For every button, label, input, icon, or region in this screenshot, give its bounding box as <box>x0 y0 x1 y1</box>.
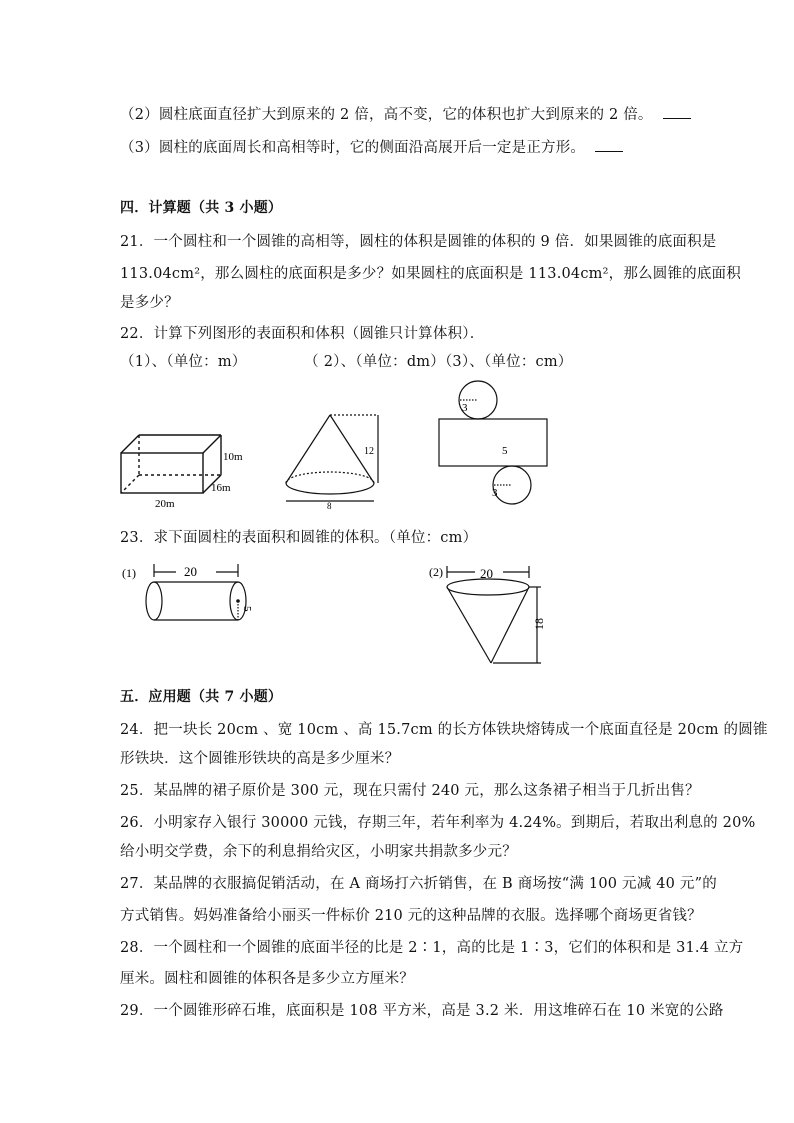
cone-diameter-label: 8 <box>327 501 332 510</box>
q28-line-1: 28．一个圆柱和一个圆锥的底面半径的比是 2∶1，高的比是 1∶3，它们的体积和是 31.4 立方 <box>120 940 744 956</box>
q29: 29．一个圆锥形碎石堆，底面积是 108 平方米，高是 3.2 米．用这堆碎石在 10 米宽的公路 <box>120 1003 724 1019</box>
cylinder-tag: (1) <box>122 566 136 580</box>
net-bottom-radius: 3 <box>492 487 498 499</box>
figure-cone <box>280 410 390 510</box>
cuboid-width-label: 16m <box>211 482 231 494</box>
figure-cylinder <box>118 560 278 635</box>
cylinder-radius-label: 5 <box>241 606 253 612</box>
cuboid-length-label: 20m <box>155 498 175 510</box>
q21-line-2: 113.04cm²，那么圆柱的底面积是多少？如果圆柱的底面积是 113.04cm²，那么圆锥的底面积 <box>120 266 741 282</box>
q21-line-3: 是多少？ <box>120 295 179 311</box>
q28-line-2: 厘米。圆柱和圆锥的体积各是多少立方厘米？ <box>120 971 414 987</box>
q21-line-1: 21．一个圆柱和一个圆锥的高相等，圆柱的体积是圆锥的体积的 9 倍．如果圆锥的底面积是 <box>120 234 717 250</box>
q26-line-1: 26．小明家存入银行 30000 元钱，存期三年，若年利率为 4.24%。到期后，若取出利息的 20% <box>120 815 756 831</box>
cone2-height-label: 18 <box>532 618 546 630</box>
cuboid-height-label: 10m <box>223 451 243 463</box>
q22-line-2: （1）、（单位：m） （ 2）、（单位：dm）（3）、（单位：cm） <box>120 354 573 370</box>
answer-blank[interactable] <box>595 141 623 152</box>
cone2-tag: (2) <box>429 565 443 579</box>
figure-inverted-cone <box>425 562 555 667</box>
q24-line-2: 形铁块．这个圆锥形铁块的高是多少厘米？ <box>120 751 400 767</box>
section-4-title: 四．计算题（共 3 小题） <box>120 200 283 216</box>
answer-blank[interactable] <box>663 108 691 119</box>
figure-cuboid <box>115 425 255 510</box>
net-rect-label: 5 <box>502 445 508 457</box>
judge-item-2-text: （2）圆柱底面直径扩大到原来的 2 倍，高不变，它的体积也扩大到原来的 2 倍。 <box>120 107 653 123</box>
cone2-diameter-label: 20 <box>480 566 493 581</box>
figure-cylinder-net <box>435 378 555 506</box>
q22-line-1: 22．计算下列图形的表面积和体积（圆锥只计算体积）． <box>120 326 485 342</box>
net-top-radius: 3 <box>462 402 468 414</box>
q27-line-1: 27．某品牌的衣服搞促销活动，在 A 商场打六折销售，在 B 商场按“满 100 元减 40 元”的 <box>120 876 717 892</box>
q24-line-1: 24．把一块长 20cm 、宽 10cm 、高 15.7cm 的长方体铁块熔铸成一个底面直径是 20cm 的圆锥 <box>120 722 768 738</box>
cone-height-label: 12 <box>364 446 374 457</box>
q26-line-2: 给小明交学费，余下的利息捐给灾区，小明家共捐款多少元？ <box>120 844 517 860</box>
judge-item-3 <box>120 136 623 157</box>
section-5-title: 五．应用题（共 7 小题） <box>120 689 283 705</box>
cylinder-length-label: 20 <box>184 564 197 579</box>
q25: 25．某品牌的裙子原价是 300 元，现在只需付 240 元，那么这条裙子相当于几折出售？ <box>120 783 700 799</box>
judge-item-2 <box>120 103 691 124</box>
q23: 23．求下面圆柱的表面积和圆锥的体积。（单位：cm） <box>120 530 478 546</box>
judge-item-3-text: （3）圆柱的底面周长和高相等时，它的侧面沿高展开后一定是正方形。 <box>120 140 586 156</box>
q27-line-2: 方式销售。妈妈准备给小丽买一件标价 210 元的这种品牌的衣服。选择哪个商场更省钱？ <box>120 908 702 924</box>
